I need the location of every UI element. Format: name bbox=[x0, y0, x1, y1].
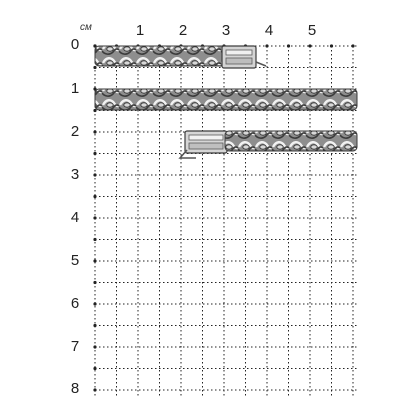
ruler-tick bbox=[93, 66, 96, 69]
v-axis-label-7: 7 bbox=[70, 338, 80, 355]
v-axis-label-2: 2 bbox=[70, 123, 80, 140]
h-axis-label-5: 5 bbox=[307, 22, 317, 39]
ruler-tick bbox=[93, 152, 96, 155]
ruler-tick bbox=[93, 195, 96, 198]
v-axis-label-6: 6 bbox=[70, 295, 80, 312]
chain-bracelet bbox=[95, 46, 357, 158]
ruler-tick bbox=[93, 238, 96, 241]
h-axis-label-1: 1 bbox=[135, 22, 145, 39]
ruler-tick bbox=[351, 44, 354, 47]
unit-label: см bbox=[80, 22, 92, 33]
ruler-tick bbox=[93, 345, 96, 348]
h-axis-label-2: 2 bbox=[178, 22, 188, 39]
ruler-tick bbox=[93, 367, 96, 370]
v-axis-label-4: 4 bbox=[70, 209, 80, 226]
ruler-tick bbox=[265, 44, 268, 47]
ruler-tick bbox=[93, 216, 96, 219]
ruler-tick bbox=[93, 302, 96, 305]
v-axis-label-5: 5 bbox=[70, 252, 80, 269]
h-axis-label-3: 3 bbox=[221, 22, 231, 39]
h-axis-label-4: 4 bbox=[264, 22, 274, 39]
v-axis-label-1: 1 bbox=[70, 80, 80, 97]
ruler-tick bbox=[93, 130, 96, 133]
ruler-tick bbox=[287, 44, 290, 47]
ruler-tick bbox=[93, 173, 96, 176]
ruler-tick bbox=[93, 324, 96, 327]
ruler-tick bbox=[308, 44, 311, 47]
ruler-tick bbox=[330, 44, 333, 47]
ruler-tick bbox=[93, 388, 96, 391]
v-axis-label-0: 0 bbox=[70, 36, 80, 53]
ruler-tick bbox=[93, 259, 96, 262]
v-axis-label-8: 8 bbox=[70, 380, 80, 397]
v-axis-label-3: 3 bbox=[70, 166, 80, 183]
ruler-tick bbox=[93, 281, 96, 284]
